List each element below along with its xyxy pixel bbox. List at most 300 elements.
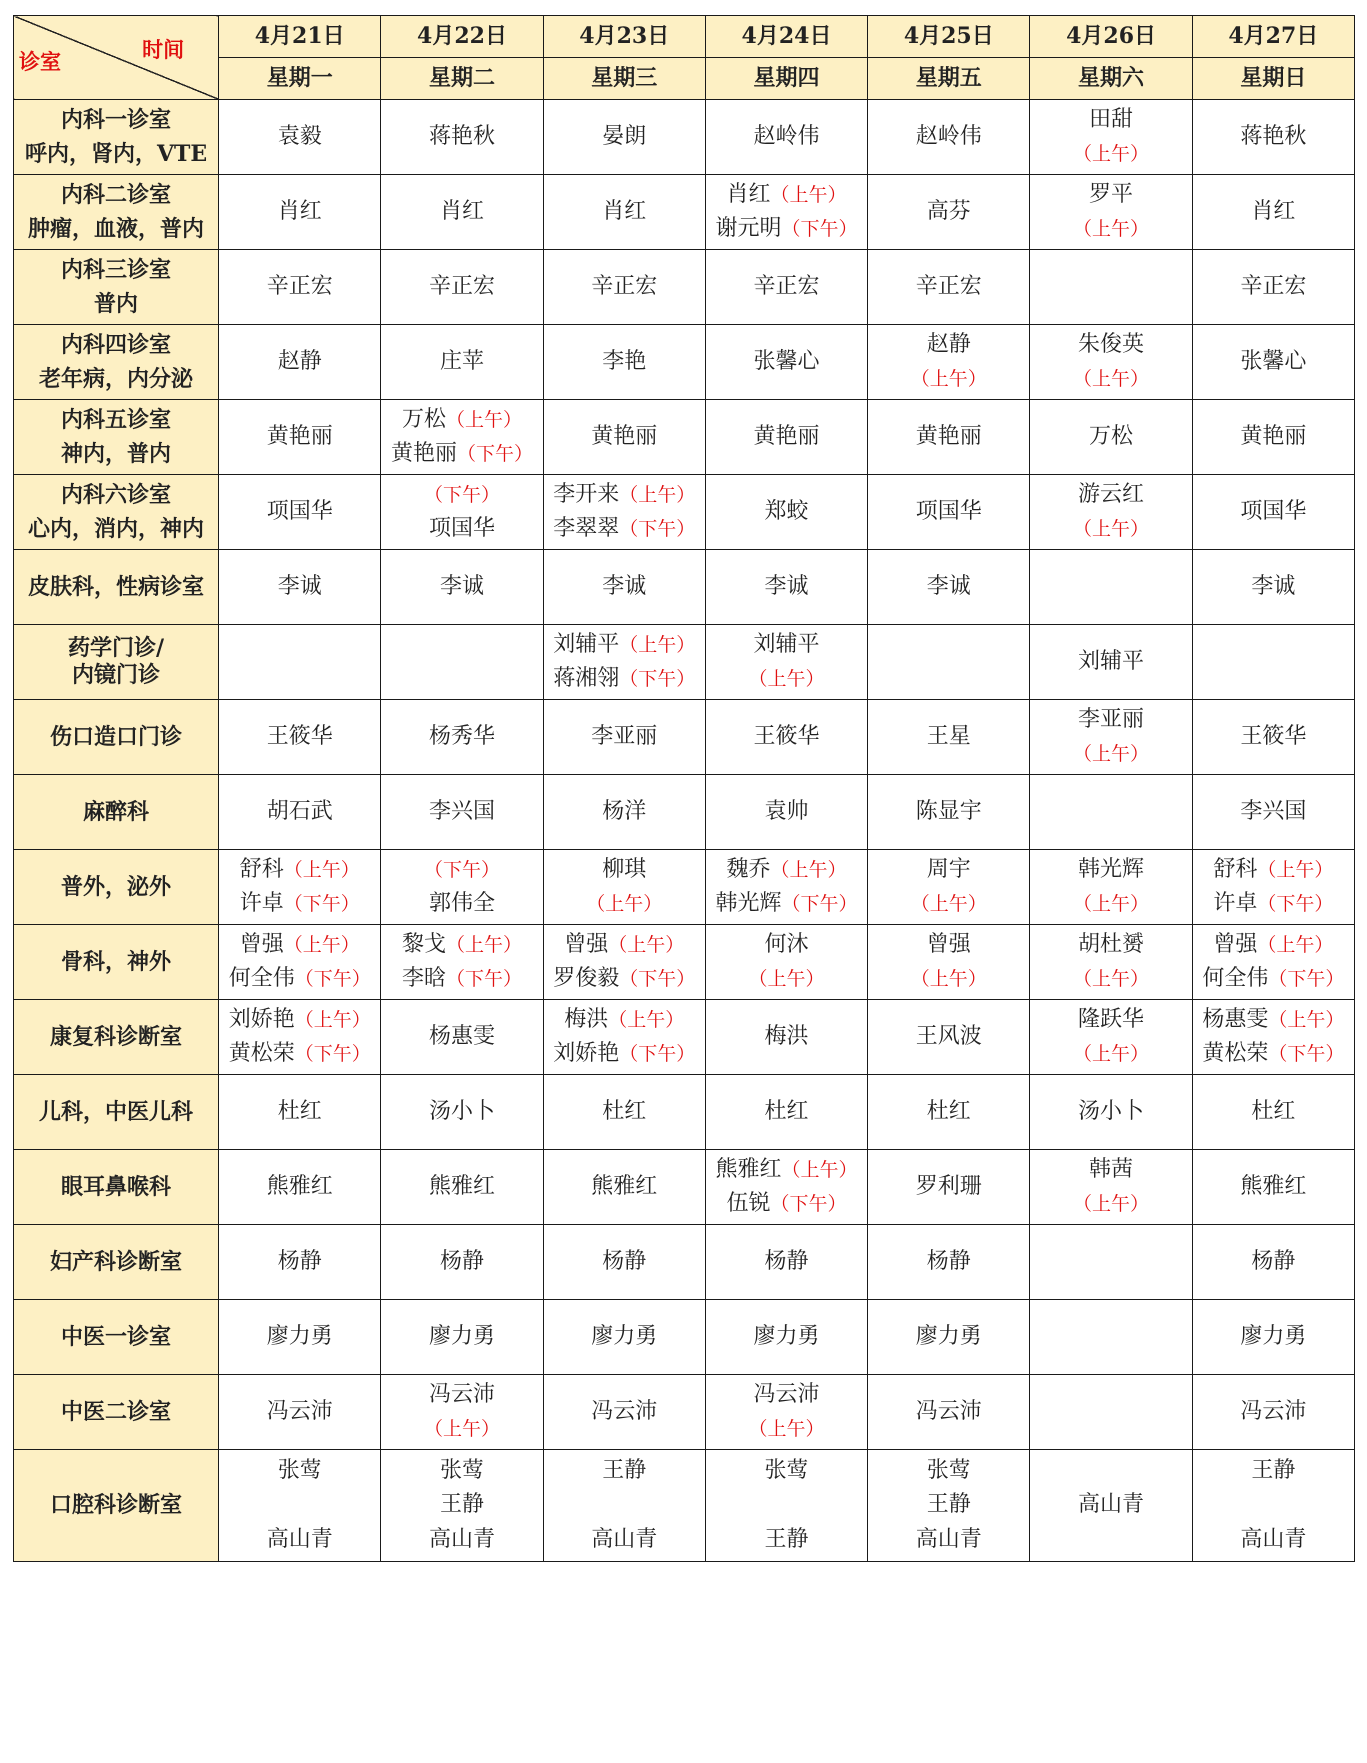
doctor-name: 王筱华: [1240, 723, 1307, 749]
doctor-line: [381, 853, 542, 887]
doctor-line: [381, 120, 542, 154]
doctor-name: 杨秀华: [428, 723, 495, 749]
doctor-cell: [1030, 475, 1192, 550]
doctor-name: 晏朗: [602, 123, 647, 149]
doctor-name: 黄艳丽: [390, 441, 457, 466]
doctor-cell: [868, 175, 1030, 250]
doctor-line: [1193, 1095, 1354, 1129]
doctor-line: [1030, 928, 1191, 962]
doctor-name: 韩茜: [1089, 1156, 1134, 1182]
doctor-line: [706, 345, 867, 379]
schedule-row: [14, 550, 1355, 625]
doctor-line: [1193, 1170, 1354, 1204]
doctor-cell: [705, 400, 867, 475]
doctor-cell: [705, 475, 867, 550]
room-name-line: 中医一诊室: [61, 1323, 172, 1350]
date-header-row: [14, 16, 1355, 58]
doctor-cell: [219, 1450, 381, 1562]
doctor-name: 赵岭伟: [915, 123, 982, 149]
doctor-line: [1030, 1095, 1191, 1129]
doctor-line: [706, 1523, 867, 1557]
morning-tag: （上午）: [445, 933, 522, 956]
doctor-name: 万松: [401, 406, 446, 432]
doctor-name: 冯云沛: [753, 1381, 820, 1407]
doctor-line: [1193, 1003, 1354, 1037]
doctor-name: 肖红: [726, 181, 771, 207]
doctor-cell: [381, 100, 543, 175]
doctor-cell: [705, 1225, 867, 1300]
doctor-name: 杨静: [1251, 1248, 1296, 1274]
doctor-name: 舒科: [1213, 856, 1258, 882]
doctor-line: [381, 478, 542, 512]
room-name-cell: [14, 175, 219, 250]
date-header: 4月22日: [381, 16, 543, 58]
doctor-cell: [219, 1300, 381, 1375]
doctor-cell: [705, 1375, 867, 1450]
doctor-name: 廖力勇: [428, 1323, 495, 1349]
doctor-line: [219, 1170, 380, 1204]
doctor-line: [219, 887, 380, 921]
doctor-line: [544, 195, 705, 229]
doctor-cell: [543, 1375, 705, 1450]
doctor-cell: [868, 1000, 1030, 1075]
doctor-name: 项国华: [266, 498, 333, 524]
doctor-line: [706, 795, 867, 829]
doctor-name: 肖红: [277, 198, 322, 224]
schedule-row: [14, 1075, 1355, 1150]
doctor-cell: [543, 1150, 705, 1225]
doctor-cell: [1030, 1000, 1192, 1075]
empty-line: [1193, 1489, 1354, 1523]
doctor-cell: [543, 1000, 705, 1075]
morning-tag: （上午）: [781, 1158, 858, 1181]
doctor-name: 熊雅红: [715, 1156, 782, 1182]
doctor-cell: [543, 550, 705, 625]
doctor-cell: [219, 1375, 381, 1450]
doctor-cell: [219, 1075, 381, 1150]
doctor-line: [1030, 962, 1191, 996]
doctor-line: [706, 178, 867, 212]
doctor-line: [868, 362, 1029, 396]
doctor-cell: [705, 625, 867, 700]
doctor-cell: [381, 1450, 543, 1562]
doctor-name: 田甜: [1089, 106, 1134, 132]
room-name-line: 康复科诊断室: [50, 1023, 183, 1050]
doctor-name: 曾强: [564, 931, 609, 957]
doctor-name: 赵静: [277, 348, 322, 374]
doctor-name: 何沐: [764, 931, 809, 957]
doctor-line: [1193, 1395, 1354, 1429]
doctor-cell: [1192, 1000, 1354, 1075]
morning-tag: （上午）: [910, 368, 987, 390]
doctor-name: 杨静: [602, 1248, 647, 1274]
doctor-name: 汤小卜: [428, 1098, 495, 1124]
room-name-line: 呼内，肾内，VTE: [24, 141, 208, 167]
afternoon-tag: （下午）: [770, 1193, 847, 1215]
doctor-line: [706, 420, 867, 454]
doctor-cell: [868, 400, 1030, 475]
doctor-line: [1193, 1523, 1354, 1557]
afternoon-tag: （下午）: [619, 668, 696, 690]
doctor-line: [219, 570, 380, 604]
doctor-cell: [543, 700, 705, 775]
doctor-line: [219, 962, 380, 996]
doctor-name: 辛正宏: [591, 273, 658, 299]
time-label: 时间: [142, 38, 185, 62]
doctor-name: 梅洪: [764, 1023, 809, 1049]
doctor-name: 罗平: [1089, 181, 1134, 207]
doctor-line: [381, 570, 542, 604]
doctor-cell: [1192, 325, 1354, 400]
schedule-row: [14, 325, 1355, 400]
doctor-name: 杜红: [277, 1098, 322, 1124]
doctor-line: [1193, 795, 1354, 829]
doctor-line: [219, 1003, 380, 1037]
doctor-line: [706, 720, 867, 754]
doctor-name: 袁毅: [277, 123, 322, 149]
doctor-line: [868, 195, 1029, 229]
doctor-name: 李亚丽: [1078, 706, 1145, 732]
doctor-line: [1030, 362, 1191, 396]
doctor-line: [706, 1320, 867, 1354]
doctor-line: [544, 570, 705, 604]
doctor-cell: [219, 550, 381, 625]
doctor-cell: [1030, 1450, 1192, 1562]
doctor-line: [1193, 345, 1354, 379]
room-name-line: 普外，泌外: [61, 873, 172, 900]
doctor-cell: [705, 775, 867, 850]
doctor-name: 项国华: [915, 498, 982, 524]
doctor-line: [381, 928, 542, 962]
doctor-name: 廖力勇: [1240, 1323, 1307, 1349]
doctor-line: [1030, 887, 1191, 921]
doctor-cell: [1192, 775, 1354, 850]
doctor-cell: [381, 700, 543, 775]
weekday-header: 星期二: [381, 58, 543, 100]
room-name-line: 肿瘤，血液，普内: [28, 216, 205, 242]
doctor-name: 郑蛟: [764, 498, 809, 524]
doctor-cell: [1192, 250, 1354, 325]
doctor-line: [381, 403, 542, 437]
doctor-cell: [1192, 1375, 1354, 1450]
doctor-name: 伍锐: [726, 1191, 771, 1216]
doctor-name: 王静: [602, 1458, 647, 1484]
doctor-line: [1030, 512, 1191, 546]
doctor-cell: [381, 175, 543, 250]
empty-line: [219, 1489, 380, 1523]
doctor-cell: [868, 1375, 1030, 1450]
doctor-cell: [868, 1450, 1030, 1562]
doctor-name: 隆跃华: [1078, 1006, 1145, 1032]
date-header: 4月25日: [868, 16, 1030, 58]
doctor-name: 冯云沛: [428, 1381, 495, 1407]
doctor-cell: [1030, 100, 1192, 175]
doctor-line: [381, 1488, 542, 1522]
doctor-line: [1030, 1488, 1191, 1522]
doctor-name: 许卓: [239, 891, 284, 916]
doctor-line: [1030, 853, 1191, 887]
doctor-line: [868, 1170, 1029, 1204]
doctor-line: [868, 1523, 1029, 1557]
weekday-header: 星期五: [868, 58, 1030, 100]
doctor-line: [219, 1095, 380, 1129]
doctor-name: 王静: [926, 1492, 971, 1518]
doctor-cell: [381, 250, 543, 325]
doctor-name: 廖力勇: [591, 1323, 658, 1349]
doctor-line: [1193, 853, 1354, 887]
doctor-line: [1030, 328, 1191, 362]
doctor-name: 曾强: [926, 931, 971, 957]
doctor-line: [1193, 270, 1354, 304]
afternoon-tag: （下午）: [294, 968, 371, 990]
room-name-cell: [14, 100, 219, 175]
doctor-name: 肖红: [439, 198, 484, 224]
room-name-line: 眼耳鼻喉科: [61, 1173, 172, 1200]
doctor-line: [868, 962, 1029, 996]
doctor-line: [706, 270, 867, 304]
doctor-line: [1193, 928, 1354, 962]
doctor-name: 何全伟: [1202, 966, 1269, 991]
doctor-name: 陈显宇: [915, 798, 982, 824]
doctor-line: [706, 570, 867, 604]
doctor-cell: [868, 850, 1030, 925]
afternoon-tag: （下午）: [781, 218, 858, 240]
doctor-cell: [868, 700, 1030, 775]
doctor-name: 罗俊毅: [553, 966, 620, 991]
doctor-line: [544, 420, 705, 454]
doctor-name: 何全伟: [228, 966, 295, 991]
doctor-line: [544, 512, 705, 546]
doctor-line: [1030, 703, 1191, 737]
doctor-name: 刘辅平: [553, 631, 620, 657]
morning-tag: （上午）: [283, 933, 360, 956]
doctor-line: [706, 1454, 867, 1488]
doctor-name: 熊雅红: [266, 1173, 333, 1199]
doctor-cell: [1192, 700, 1354, 775]
doctor-name: 蒋湘翎: [553, 666, 620, 691]
doctor-name: 柳琪: [602, 856, 647, 882]
doctor-name: 李诚: [926, 573, 971, 599]
doctor-line: [706, 1095, 867, 1129]
doctor-line: [868, 1095, 1029, 1129]
schedule-row: [14, 850, 1355, 925]
doctor-line: [219, 195, 380, 229]
schedule-row: [14, 400, 1355, 475]
doctor-cell: [705, 1300, 867, 1375]
doctor-cell: [1030, 325, 1192, 400]
morning-tag: （上午）: [294, 1008, 371, 1031]
doctor-line: [544, 795, 705, 829]
doctor-line: [868, 1020, 1029, 1054]
doctor-name: 朱俊英: [1078, 331, 1145, 357]
room-name-line: 老年病，内分泌: [39, 366, 194, 392]
doctor-cell: [868, 325, 1030, 400]
doctor-line: [868, 270, 1029, 304]
room-name-line: 伤口造口门诊: [50, 723, 183, 750]
morning-tag: （上午）: [748, 968, 825, 990]
doctor-cell: [543, 775, 705, 850]
doctor-line: [544, 962, 705, 996]
morning-tag: （上午）: [608, 1008, 685, 1031]
doctor-line: [1030, 1037, 1191, 1071]
room-label: 诊室: [19, 50, 61, 75]
doctor-line: [381, 437, 542, 471]
morning-tag: （上午）: [619, 633, 696, 656]
doctor-cell: [219, 1000, 381, 1075]
doctor-line: [219, 270, 380, 304]
room-name-line: 内科一诊室: [61, 106, 172, 133]
doctor-cell: [705, 1075, 867, 1150]
room-name-cell: [14, 250, 219, 325]
doctor-cell: [543, 475, 705, 550]
afternoon-tag: （下午）: [619, 968, 696, 990]
doctor-line: [544, 1395, 705, 1429]
doctor-line: [219, 1454, 380, 1488]
room-name-line: 皮肤科，性病诊室: [28, 573, 205, 600]
doctor-cell: [219, 850, 381, 925]
doctor-name: 黄艳丽: [591, 423, 658, 449]
doctor-name: 廖力勇: [753, 1323, 820, 1349]
doctor-name: 杨惠雯: [1202, 1006, 1269, 1032]
room-name-line: 骨科，神外: [61, 948, 172, 975]
doctor-line: [381, 270, 542, 304]
room-name-cell: [14, 775, 219, 850]
doctor-name: 黄艳丽: [1240, 423, 1307, 449]
date-header: 4月21日: [219, 16, 381, 58]
doctor-cell: [381, 1225, 543, 1300]
doctor-line: [706, 1020, 867, 1054]
doctor-cell: [543, 1300, 705, 1375]
doctor-line: [1193, 495, 1354, 529]
doctor-cell: [705, 100, 867, 175]
doctor-cell: [1192, 850, 1354, 925]
doctor-line: [1030, 137, 1191, 171]
doctor-line: [706, 1412, 867, 1446]
doctor-line: [219, 1395, 380, 1429]
doctor-cell: [1192, 550, 1354, 625]
doctor-name: 李诚: [764, 573, 809, 599]
doctor-cell: [868, 1150, 1030, 1225]
room-name-line: 麻醉科: [83, 798, 150, 825]
doctor-name: 周宇: [926, 856, 971, 882]
doctor-cell: [705, 175, 867, 250]
morning-tag: （上午）: [1073, 368, 1150, 390]
doctor-line: [381, 1020, 542, 1054]
doctor-cell: [868, 550, 1030, 625]
doctor-name: 曾强: [239, 931, 284, 957]
afternoon-tag: （下午）: [456, 443, 533, 465]
doctor-line: [381, 1454, 542, 1488]
doctor-cell: [1030, 1375, 1192, 1450]
weekday-header: 星期四: [705, 58, 867, 100]
doctor-cell: [1030, 1075, 1192, 1150]
doctor-line: [544, 1523, 705, 1557]
weekday-header: 星期三: [543, 58, 705, 100]
schedule-row: [14, 1225, 1355, 1300]
doctor-line: [868, 1488, 1029, 1522]
doctor-name: 肖红: [602, 198, 647, 224]
doctor-cell: [543, 925, 705, 1000]
doctor-cell: [705, 325, 867, 400]
doctor-name: 李诚: [1251, 573, 1296, 599]
doctor-name: 杨静: [926, 1248, 971, 1274]
doctor-cell: [868, 250, 1030, 325]
doctor-cell: [381, 925, 543, 1000]
doctor-name: 辛正宏: [1240, 273, 1307, 299]
doctor-cell: [705, 850, 867, 925]
doctor-cell: [219, 100, 381, 175]
doctor-cell: [1030, 700, 1192, 775]
morning-tag: （上午）: [1073, 893, 1150, 915]
morning-tag: （上午）: [1257, 858, 1334, 881]
doctor-cell: [219, 475, 381, 550]
doctor-name: 黄艳丽: [753, 423, 820, 449]
doctor-line: [706, 928, 867, 962]
doctor-line: [706, 495, 867, 529]
doctor-cell: [1192, 1300, 1354, 1375]
doctor-cell: [705, 250, 867, 325]
doctor-name: 许卓: [1213, 891, 1258, 916]
doctor-cell: [868, 1225, 1030, 1300]
morning-tag: （上午）: [423, 1418, 500, 1440]
doctor-cell: [705, 1150, 867, 1225]
doctor-name: 李诚: [439, 573, 484, 599]
afternoon-tag: （下午）: [1257, 893, 1334, 915]
doctor-line: [868, 720, 1029, 754]
doctor-name: 刘娇艳: [553, 1041, 620, 1066]
morning-tag: （上午）: [1073, 1193, 1150, 1215]
room-name-cell: [14, 625, 219, 700]
room-name-line: 内科五诊室: [61, 406, 172, 433]
room-name-line: 妇产科诊断室: [50, 1248, 183, 1275]
doctor-cell: [868, 1075, 1030, 1150]
doctor-name: 廖力勇: [266, 1323, 333, 1349]
doctor-cell: [543, 625, 705, 700]
doctor-cell: [219, 1225, 381, 1300]
doctor-name: 王风波: [915, 1023, 982, 1049]
doctor-name: 李开来: [553, 481, 620, 507]
doctor-line: [706, 662, 867, 696]
room-name-cell: [14, 1300, 219, 1375]
doctor-name: 魏乔: [726, 856, 771, 882]
doctor-line: [868, 1395, 1029, 1429]
empty-line: [544, 1489, 705, 1523]
doctor-name: 蒋艳秋: [428, 123, 495, 149]
doctor-line: [868, 1454, 1029, 1488]
doctor-name: 郭伟全: [428, 891, 495, 916]
room-name-line: 中医二诊室: [61, 1398, 172, 1425]
doctor-line: [868, 887, 1029, 921]
doctor-line: [1030, 420, 1191, 454]
doctor-cell: [705, 1450, 867, 1562]
doctor-line: [706, 628, 867, 662]
doctor-name: 杨静: [439, 1248, 484, 1274]
doctor-cell: [1192, 925, 1354, 1000]
doctor-line: [1030, 1153, 1191, 1187]
doctor-name: 杨静: [277, 1248, 322, 1274]
doctor-cell: [1030, 925, 1192, 1000]
doctor-name: 刘娇艳: [228, 1006, 295, 1032]
doctor-cell: [705, 550, 867, 625]
doctor-name: 熊雅红: [591, 1173, 658, 1199]
room-name-cell: [14, 475, 219, 550]
room-name-cell: [14, 550, 219, 625]
doctor-name: 冯云沛: [266, 1398, 333, 1424]
schedule-row: [14, 100, 1355, 175]
doctor-name: 李翠翠: [553, 516, 620, 541]
doctor-line: [1193, 1454, 1354, 1488]
doctor-name: 项国华: [428, 516, 495, 541]
